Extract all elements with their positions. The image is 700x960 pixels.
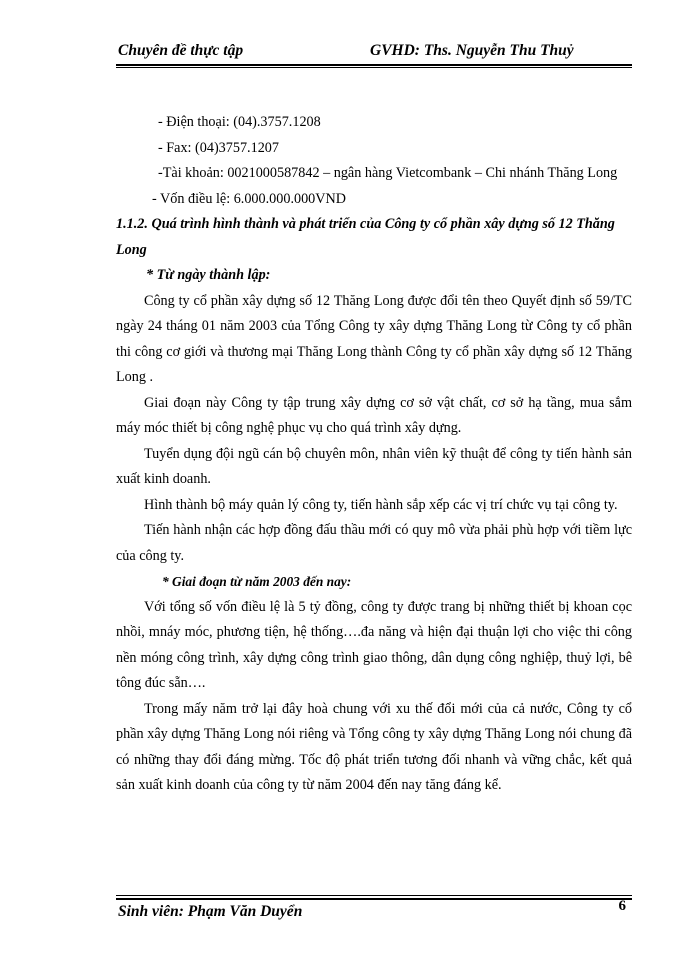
header-rule-thin (116, 67, 632, 68)
footer-rule-thin (116, 895, 632, 896)
subheading-founding: * Từ ngày thành lập: (146, 267, 271, 283)
paragraph: Công ty cổ phần xây dựng số 12 Thăng Long được đổi tên theo Quyết định số 59/TC ngày 24 tháng 01 năm 2003 của Tổng Công ty xây dựng Thăng Long từ Công ty cổ phần thi công cơ giới và thương mại Thăng Long thành Công ty cổ phần xây dựng số 12 Thăng Long . (116, 292, 632, 385)
paragraph: Tuyển dụng đội ngũ cán bộ chuyên môn, nhân viên kỹ thuật để công ty tiến hành sản xuất kinh doanh. (116, 445, 632, 487)
page-number: 6 (618, 898, 626, 914)
page-footer (116, 895, 632, 925)
paragraph: Hình thành bộ máy quản lý công ty, tiến hành sắp xếp các vị trí chức vụ tại công ty. (144, 496, 618, 513)
paragraph: Với tổng số vốn điều lệ là 5 tỷ đồng, công ty được trang bị những thiết bị khoan cọc nhồi, mnáy móc, phương tiện, hệ thống….đa năng và hiện đại thuận lợi cho việc thi công nền móng công trình, xây dựng công trình giao thông, dân dụng công nghiệp, thuỷ lợi, bê tông đúc sẵn…. (116, 598, 632, 691)
header-right-text: GVHD: Ths. Nguyễn Thu Thuỷ (370, 42, 574, 59)
header-left-text: Chuyên đề thực tập (118, 42, 244, 59)
footer-student-name: Sinh viên: Phạm Văn Duyển (118, 903, 303, 920)
contact-account: -Tài khoản: 0021000587842 – ngân hàng Vietcombank – Chi nhánh Thăng Long (158, 165, 618, 181)
paragraph: Tiến hành nhận các hợp đồng đấu thầu mới có quy mô vừa phải phù hợp với tiềm lực của công ty. (116, 522, 632, 564)
paragraph: Trong mấy năm trở lại đây hoà chung với xu thế đổi mới của cả nước, Công ty cổ phần xây dựng Thăng Long nói riêng và Tổng công ty xây dựng Thăng Long nói chung đã có những thay đổi đáng mừng. Tốc độ phát triển tương đối nhanh và vững chắc, kết quả sản xuất kinh doanh của công ty từ năm 2004 đến nay tăng đáng kể. (116, 700, 632, 793)
charter-capital: - Vốn điều lệ: 6.000.000.000VND (152, 190, 347, 207)
section-title: 1.1.2. Quá trình hình thành và phát triển của Công ty cổ phần xây dựng số 12 Thăng Long (116, 216, 615, 258)
contact-phone: - Điện thoại: (04).3757.1208 (158, 114, 321, 130)
document-body (116, 110, 632, 799)
header-rule-thick (116, 64, 632, 66)
footer-rule-thick (116, 898, 632, 900)
contact-fax: - Fax: (04)3757.1207 (158, 139, 279, 156)
subheading-2003-present: * Giai đoạn từ năm 2003 đến nay: (162, 574, 352, 589)
paragraph: Giai đoạn này Công ty tập trung xây dựng cơ sở vật chất, cơ sở hạ tầng, mua sắm máy móc thiết bị công nghệ phục vụ cho quá trình xây dựng. (116, 394, 632, 436)
page-header (116, 42, 632, 68)
